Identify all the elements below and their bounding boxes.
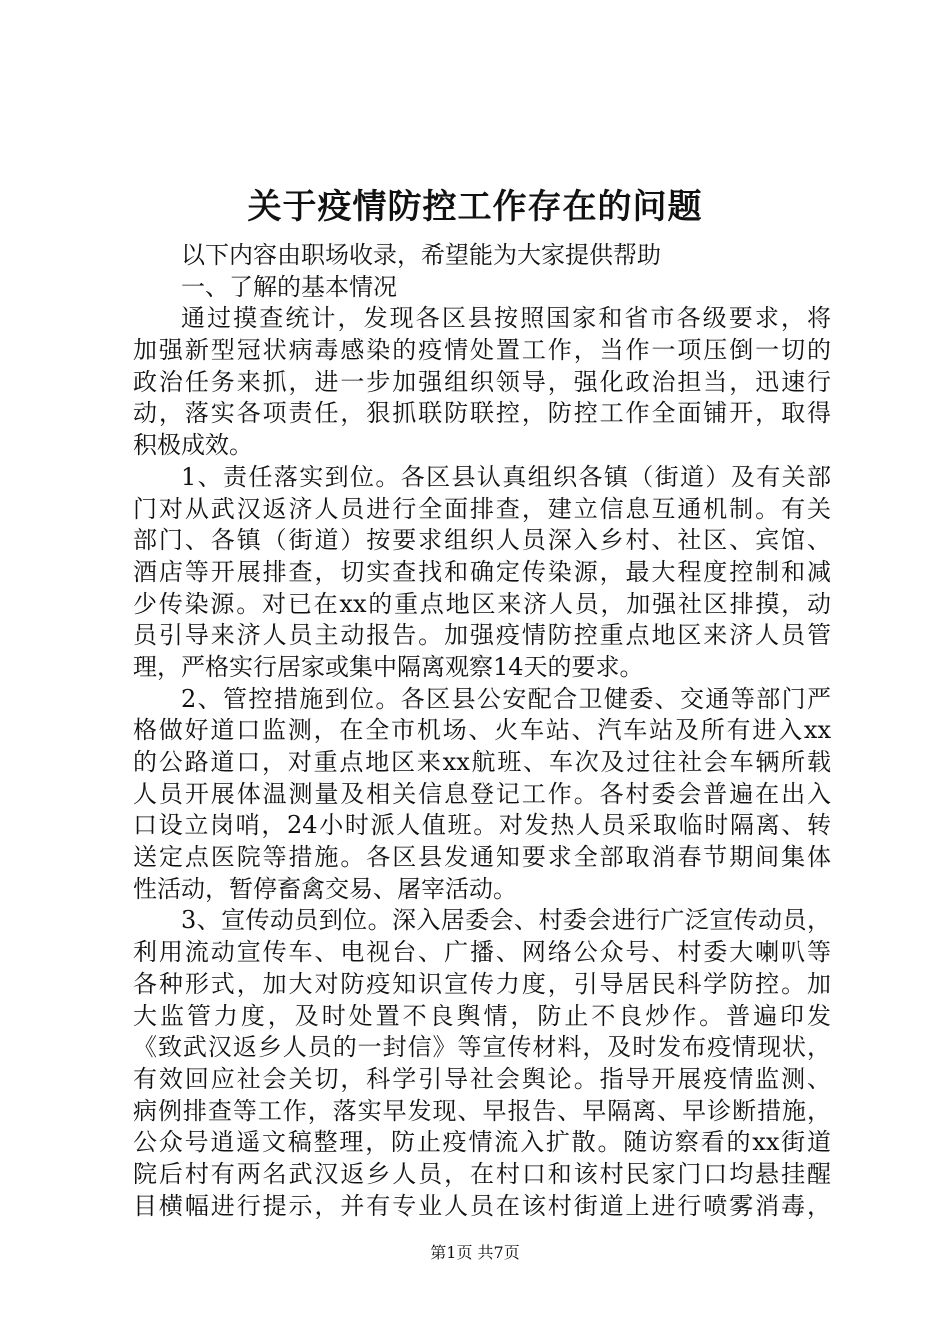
- paragraph-line: 积极成效。: [133, 431, 253, 460]
- paragraph-line: 院后村有两名武汉返乡人员，在村口和该村民家门口均悬挂醒: [133, 1159, 831, 1188]
- paragraph-line: 门对从武汉返济人员进行全面排查，建立信息互通机制。有关: [133, 494, 831, 523]
- paragraph-line: 员引导来济人员主动报告。加强疫情防控重点地区来济人员管: [133, 621, 831, 650]
- paragraph-line: 利用流动宣传车、电视台、广播、网络公众号、村委大喇叭等: [133, 938, 831, 967]
- section-heading: 一、了解的基本情况: [181, 272, 397, 301]
- paragraph-line: 病例排查等工作，落实早发现、早报告、早隔离、早诊断措施，: [133, 1096, 831, 1125]
- paragraph-line: 目横幅进行提示，并有专业人员在该村街道上进行喷雾消毒，: [133, 1191, 831, 1220]
- paragraph-line: 理，严格实行居家或集中隔离观察14天的要求。: [133, 652, 644, 681]
- paragraph-line: 2、管控措施到位。各区县公安配合卫健委、交通等部门严: [181, 684, 831, 713]
- paragraph-line: 人员开展体温测量及相关信息登记工作。各村委会普遍在出入: [133, 779, 831, 808]
- paragraph-line: 动，落实各项责任，狠抓联防联控，防控工作全面铺开，取得: [133, 399, 831, 428]
- paragraph-line: 通过摸查统计，发现各区县按照国家和省市各级要求，将: [181, 304, 831, 333]
- document-body: [133, 240, 831, 1222]
- page-footer: 第1页 共7页: [430, 1243, 520, 1262]
- paragraph-line: 格做好道口监测，在全市机场、火车站、汽车站及所有进入xx: [133, 716, 831, 745]
- paragraph-line: 3、宣传动员到位。深入居委会、村委会进行广泛宣传动员，: [181, 906, 831, 935]
- paragraph-line: 少传染源。对已在xx的重点地区来济人员，加强社区排摸，动: [133, 589, 831, 618]
- paragraph-line: 各种形式，加大对防疫知识宣传力度，引导居民科学防控。加: [133, 969, 831, 998]
- paragraph-line: 口设立岗哨，24小时派人值班。对发热人员采取临时隔离、转: [133, 811, 831, 840]
- paragraph-line: 性活动，暂停畜禽交易、屠宰活动。: [133, 874, 517, 903]
- intro-line: 以下内容由职场收录，希望能为大家提供帮助: [181, 241, 661, 269]
- paragraph-line: 有效回应社会关切，科学引导社会舆论。指导开展疫情监测、: [133, 1064, 831, 1093]
- paragraph-line: 政治任务来抓，进一步加强组织领导，强化政治担当，迅速行: [133, 367, 831, 396]
- paragraph-line: 《致武汉返乡人员的一封信》等宣传材料，及时发布疫情现状，: [133, 1033, 831, 1062]
- paragraph-line: 的公路道口，对重点地区来xx航班、车次及过往社会车辆所载: [133, 748, 831, 776]
- paragraph-line: 公众号逍遥文稿整理，防止疫情流入扩散。随访察看的xx街道: [133, 1128, 831, 1157]
- document-title: 关于疫情防控工作存在的问题: [247, 187, 703, 227]
- paragraph-line: 部门、各镇（街道）按要求组织人员深入乡村、社区、宾馆、: [133, 526, 831, 555]
- paragraph-line: 送定点医院等措施。各区县发通知要求全部取消春节期间集体: [133, 843, 831, 872]
- paragraph-line: 大监管力度，及时处置不良舆情，防止不良炒作。普遍印发: [133, 1001, 831, 1030]
- paragraph-line: 加强新型冠状病毒感染的疫情处置工作，当作一项压倒一切的: [133, 336, 831, 365]
- paragraph-line: 酒店等开展排查，切实查找和确定传染源，最大程度控制和减: [133, 557, 831, 586]
- paragraph-line: 1、责任落实到位。各区县认真组织各镇（街道）及有关部: [181, 462, 831, 491]
